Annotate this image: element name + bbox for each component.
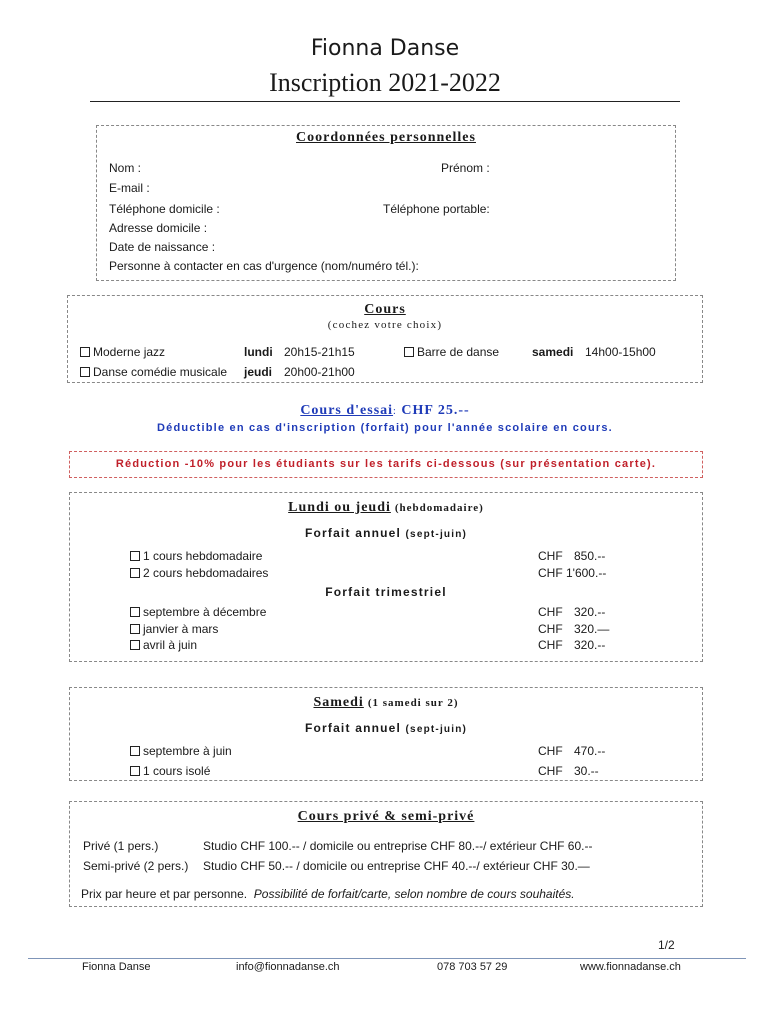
price-value: 470.-- xyxy=(574,744,606,758)
price-value: 850.-- xyxy=(574,549,606,563)
page-number: 1/2 xyxy=(658,938,675,952)
course-time-moderne-jazz: 20h15-21h15 xyxy=(284,345,355,359)
trial-course-label: Cours d'essai xyxy=(300,403,394,418)
school-name: Fionna Danse xyxy=(310,36,460,61)
trial-course-price: CHF 25.-- xyxy=(401,403,470,418)
price-value: 320.— xyxy=(574,622,610,636)
nom-label: Nom : xyxy=(109,161,142,175)
courses-section xyxy=(67,295,703,383)
discount-banner xyxy=(69,451,703,478)
course-day-samedi: samedi xyxy=(532,345,574,359)
weekday-title-suffix: (hebdomadaire) xyxy=(394,502,484,514)
checkbox[interactable] xyxy=(130,640,140,650)
course-time-comedie: 20h00-21h00 xyxy=(284,365,355,379)
price-value: 320.-- xyxy=(574,638,606,652)
courses-title: Cours xyxy=(364,302,406,317)
private-detail: Studio CHF 100.-- / domicile ou entreprise CHF 80.--/ extérieur CHF 60.-- xyxy=(203,839,593,853)
private-lessons-title: Cours privé & semi-privé xyxy=(297,809,475,824)
course-option-comedie-musicale[interactable]: Danse comédie musicale xyxy=(80,365,227,379)
option-jan-mars[interactable]: janvier à mars xyxy=(130,622,218,636)
footer-name: Fionna Danse xyxy=(82,961,151,973)
course-option-moderne-jazz[interactable]: Moderne jazz xyxy=(80,345,165,359)
tel-domicile-label: Téléphone domicile : xyxy=(109,202,220,216)
option-cours-isole[interactable]: 1 cours isolé xyxy=(130,764,210,778)
checkbox[interactable] xyxy=(80,367,90,377)
adresse-label: Adresse domicile : xyxy=(109,221,208,235)
price-currency: CHF xyxy=(538,549,563,563)
course-day-jeudi: jeudi xyxy=(244,365,273,379)
checkbox[interactable] xyxy=(80,347,90,357)
checkbox[interactable] xyxy=(130,624,140,634)
personal-info-section xyxy=(96,125,676,281)
semi-private-detail: Studio CHF 50.-- / domicile ou entreprise CHF 40.--/ extérieur CHF 30.— xyxy=(203,859,590,873)
checkbox[interactable] xyxy=(130,568,140,578)
price-currency: CHF xyxy=(538,744,563,758)
trial-course-line: Cours d'essai: CHF 25.-- xyxy=(300,403,470,418)
option-1-cours-hebdo[interactable]: 1 cours hebdomadaire xyxy=(130,549,262,563)
course-option-barre-de-danse[interactable]: Barre de danse xyxy=(404,345,499,359)
personal-info-title: Coordonnées personnelles xyxy=(296,130,476,145)
saturday-title-line xyxy=(70,693,702,711)
saturday-title-suffix: (1 samedi sur 2) xyxy=(367,697,459,709)
price-value: 30.-- xyxy=(574,764,599,778)
checkbox[interactable] xyxy=(130,551,140,561)
checkbox[interactable] xyxy=(130,746,140,756)
trial-course-note: Déductible en cas d'inscription (forfait) pour l'année scolaire en cours. xyxy=(157,422,613,434)
price-currency: CHF 1'600.-- xyxy=(538,566,607,580)
footer-divider xyxy=(28,958,746,959)
naissance-label: Date de naissance : xyxy=(109,240,216,254)
weekday-title: Lundi ou jeudi xyxy=(288,500,391,515)
footer-phone: 078 703 57 29 xyxy=(437,961,508,973)
private-note: Prix par heure et par personne. Possibilité de forfait/carte, selon nombre de cours souhaités. xyxy=(81,887,575,901)
saturday-pricing-section xyxy=(69,687,703,781)
course-day-lundi: lundi xyxy=(244,345,273,359)
prenom-label: Prénom : xyxy=(441,161,490,175)
private-label: Privé (1 pers.) xyxy=(83,839,159,853)
email-label: E-mail : xyxy=(109,181,150,195)
option-sept-juin[interactable]: septembre à juin xyxy=(130,744,232,758)
footer-website[interactable]: www.fionnadanse.ch xyxy=(580,961,681,973)
option-2-cours-hebdo[interactable]: 2 cours hebdomadaires xyxy=(130,566,268,580)
price-currency: CHF xyxy=(538,605,563,619)
page-title: Inscription 2021-2022 xyxy=(269,68,501,97)
option-sept-dec[interactable]: septembre à décembre xyxy=(130,605,266,619)
weekday-annual-heading: Forfait annuel (sept-juin) xyxy=(304,526,468,540)
price-currency: CHF xyxy=(538,638,563,652)
tel-portable-label: Téléphone portable: xyxy=(383,202,490,216)
saturday-title: Samedi xyxy=(313,695,364,710)
title-divider xyxy=(90,101,680,102)
discount-text: Réduction -10% pour les étudiants sur les tarifs ci-dessous (sur présentation carte). xyxy=(115,458,657,470)
weekday-title-line xyxy=(70,498,702,516)
private-lessons-section xyxy=(69,801,703,907)
course-time-barre: 14h00-15h00 xyxy=(585,345,656,359)
price-currency: CHF xyxy=(538,764,563,778)
price-currency: CHF xyxy=(538,622,563,636)
price-value: 320.-- xyxy=(574,605,606,619)
courses-subtitle: (cochez votre choix) xyxy=(327,319,443,331)
urgence-label: Personne à contacter en cas d'urgence (nom/numéro tél.): xyxy=(109,259,419,273)
footer-email[interactable]: info@fionnadanse.ch xyxy=(236,961,340,973)
option-avril-juin[interactable]: avril à juin xyxy=(130,638,197,652)
checkbox[interactable] xyxy=(130,766,140,776)
weekday-pricing-section xyxy=(69,492,703,662)
checkbox[interactable] xyxy=(130,607,140,617)
checkbox[interactable] xyxy=(404,347,414,357)
saturday-annual-heading: Forfait annuel (sept-juin) xyxy=(304,721,468,735)
semi-private-label: Semi-privé (2 pers.) xyxy=(83,859,189,873)
weekday-quarterly-heading: Forfait trimestriel xyxy=(325,585,447,599)
